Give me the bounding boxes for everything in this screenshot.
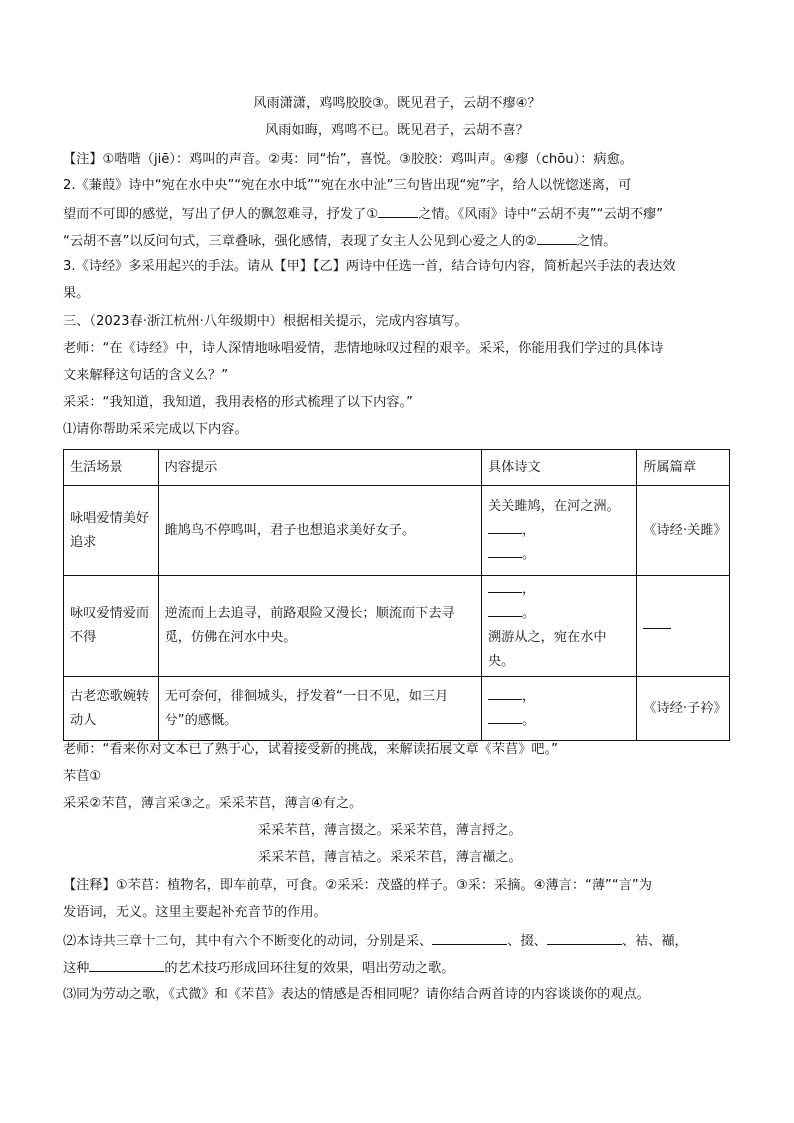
poem-line-1: 风雨潇潇，鸡鸣胶胶③。既见君子，云胡不瘳④？ — [253, 96, 541, 111]
poem2-line-2: 采采芣苢，薄言掇之。采采芣苢，薄言捋之。 — [258, 823, 522, 838]
answer-blank[interactable] — [488, 603, 522, 617]
answer-blank-2[interactable] — [537, 231, 577, 245]
sub-question-1: ⑴请你帮助采采完成以下内容。 — [63, 422, 248, 437]
answer-blank-1[interactable] — [378, 204, 418, 218]
cell-hint: 无可奈何，徘徊城头，抒发着“一日不见，如三月兮”的感慨。 — [158, 677, 481, 741]
q3-line-1: 3.《诗经》多采用起兴的手法。请从【甲】【乙】两诗中任选一首，结合诗句内容，简析起兴手法的表达效 — [63, 259, 676, 274]
cell-poem: ， 。 溯游从之，宛在水中央。 — [481, 576, 636, 677]
poem-line-2: 风雨如晦，鸡鸣不已。既见君子，云胡不喜？ — [265, 123, 529, 138]
answer-blank[interactable] — [488, 520, 522, 534]
answer-blank[interactable] — [89, 958, 164, 972]
note2-line-1: 【注释】①芣苢：植物名，即车前草，可食。②采采：茂盛的样子。③采：采摘。④薄言：“薄”“言”为 — [63, 878, 652, 893]
q2-line-2: 望而不可即的感觉，写出了伊人的飘忽难寻，抒发了① 之情。《风雨》诗中“云胡不夷”“云胡不瘳” — [63, 204, 731, 224]
table-row — [64, 486, 730, 576]
cell-poem: 关关雎鸠，在河之洲。 ， 。 — [481, 486, 636, 576]
answer-blank[interactable] — [432, 931, 507, 945]
q3-line-2: 果。 — [63, 286, 90, 301]
answer-blank[interactable] — [547, 931, 622, 945]
cell-chapter — [637, 576, 730, 677]
cell-poem: ， 。 — [481, 677, 636, 741]
cell-chapter: 《诗经·关雎》 — [637, 486, 730, 576]
poem2-title: 芣苢① — [63, 769, 102, 784]
answer-blank[interactable] — [488, 686, 522, 700]
cell-chapter: 《诗经·子衿》 — [637, 677, 730, 741]
q2-line-1: 2.《蒹葭》诗中“宛在水中央”“宛在水中坻”“宛在水中沚”三句皆出现“宛”字，给人以恍惚迷离，可 — [63, 178, 632, 193]
cell-scene: 古老恋歌婉转动人 — [64, 677, 159, 741]
header-scene: 生活场景 — [64, 450, 159, 486]
cell-hint: 逆流而上去追寻，前路艰险又漫长；顺流而下去寻觅，仿佛在河水中央。 — [158, 576, 481, 677]
teacher-speech-1b: 文来解释这句话的含义么？” — [63, 368, 229, 383]
blank-number-1: ① — [366, 207, 379, 222]
teacher-speech-1a: 老师：“在《诗经》中，诗人深情地咏唱爱情，悲情地咏叹过程的艰辛。采采，你能用我们学过的具体诗 — [63, 341, 664, 356]
answer-blank[interactable] — [488, 579, 522, 593]
table-row — [64, 576, 730, 677]
poem-table — [63, 449, 730, 741]
blank-number-2: ② — [525, 234, 537, 249]
header-poem: 具体诗文 — [481, 450, 636, 486]
cell-scene: 咏唱爱情美好追求 — [64, 486, 159, 576]
sub-question-2-line-2: 这种 的艺术技巧形成回环往复的效果，唱出劳动之歌。 — [63, 958, 731, 978]
chapter-blank[interactable] — [643, 616, 671, 629]
header-chapter: 所属篇章 — [637, 450, 730, 486]
poem2-line-3: 采采芣苢，薄言袺之。采采芣苢，薄言襭之。 — [258, 850, 522, 865]
header-hint: 内容提示 — [158, 450, 481, 486]
cell-hint: 雎鸠鸟不停鸣叫，君子也想追求美好女子。 — [158, 486, 481, 576]
answer-blank[interactable] — [488, 710, 522, 724]
teacher-speech-2: 老师：“看来你对文本已了熟于心，试着接受新的挑战，来解读拓展文章《芣苢》吧。” — [63, 742, 558, 757]
cell-scene: 咏叹爱情爱而不得 — [64, 576, 159, 677]
table-header-row — [64, 450, 730, 486]
poem2-line-1: 采采②芣苢，薄言采③之。采采芣苢，薄言④有之。 — [63, 796, 363, 811]
sub-question-2-line-1: ⑵本诗共三章十二句，其中有六个不断变化的动词，分别是采、 、掇、 、袺、襭， — [63, 931, 731, 951]
note-line: 【注】①喈喈（jiē）：鸡叫的声音。②夷：同“怡”，喜悦。③胶胶：鸡叫声。④瘳（chōu）：病愈。 — [63, 152, 633, 167]
table-row — [64, 677, 730, 741]
answer-blank[interactable] — [488, 544, 522, 558]
note2-line-2: 发语词，无义。这里主要起补充音节的作用。 — [63, 905, 327, 920]
caicai-speech: 采采：“我知道，我知道，我用表格的形式梳理了以下内容。” — [63, 395, 413, 410]
sub-question-3: ⑶同为劳动之歌，《式微》和《芣苢》表达的情感是否相同呢？请你结合两首诗的内容谈谈你的观点。 — [63, 987, 650, 1002]
q2-line-3: “云胡不喜”以反问句式，三章叠咏，强化感情，表现了女主人公见到心爱之人的② 之情。 — [63, 231, 731, 251]
section3-heading: 三、（2023春·浙江杭州·八年级期中）根据相关提示，完成内容填写。 — [63, 314, 468, 329]
